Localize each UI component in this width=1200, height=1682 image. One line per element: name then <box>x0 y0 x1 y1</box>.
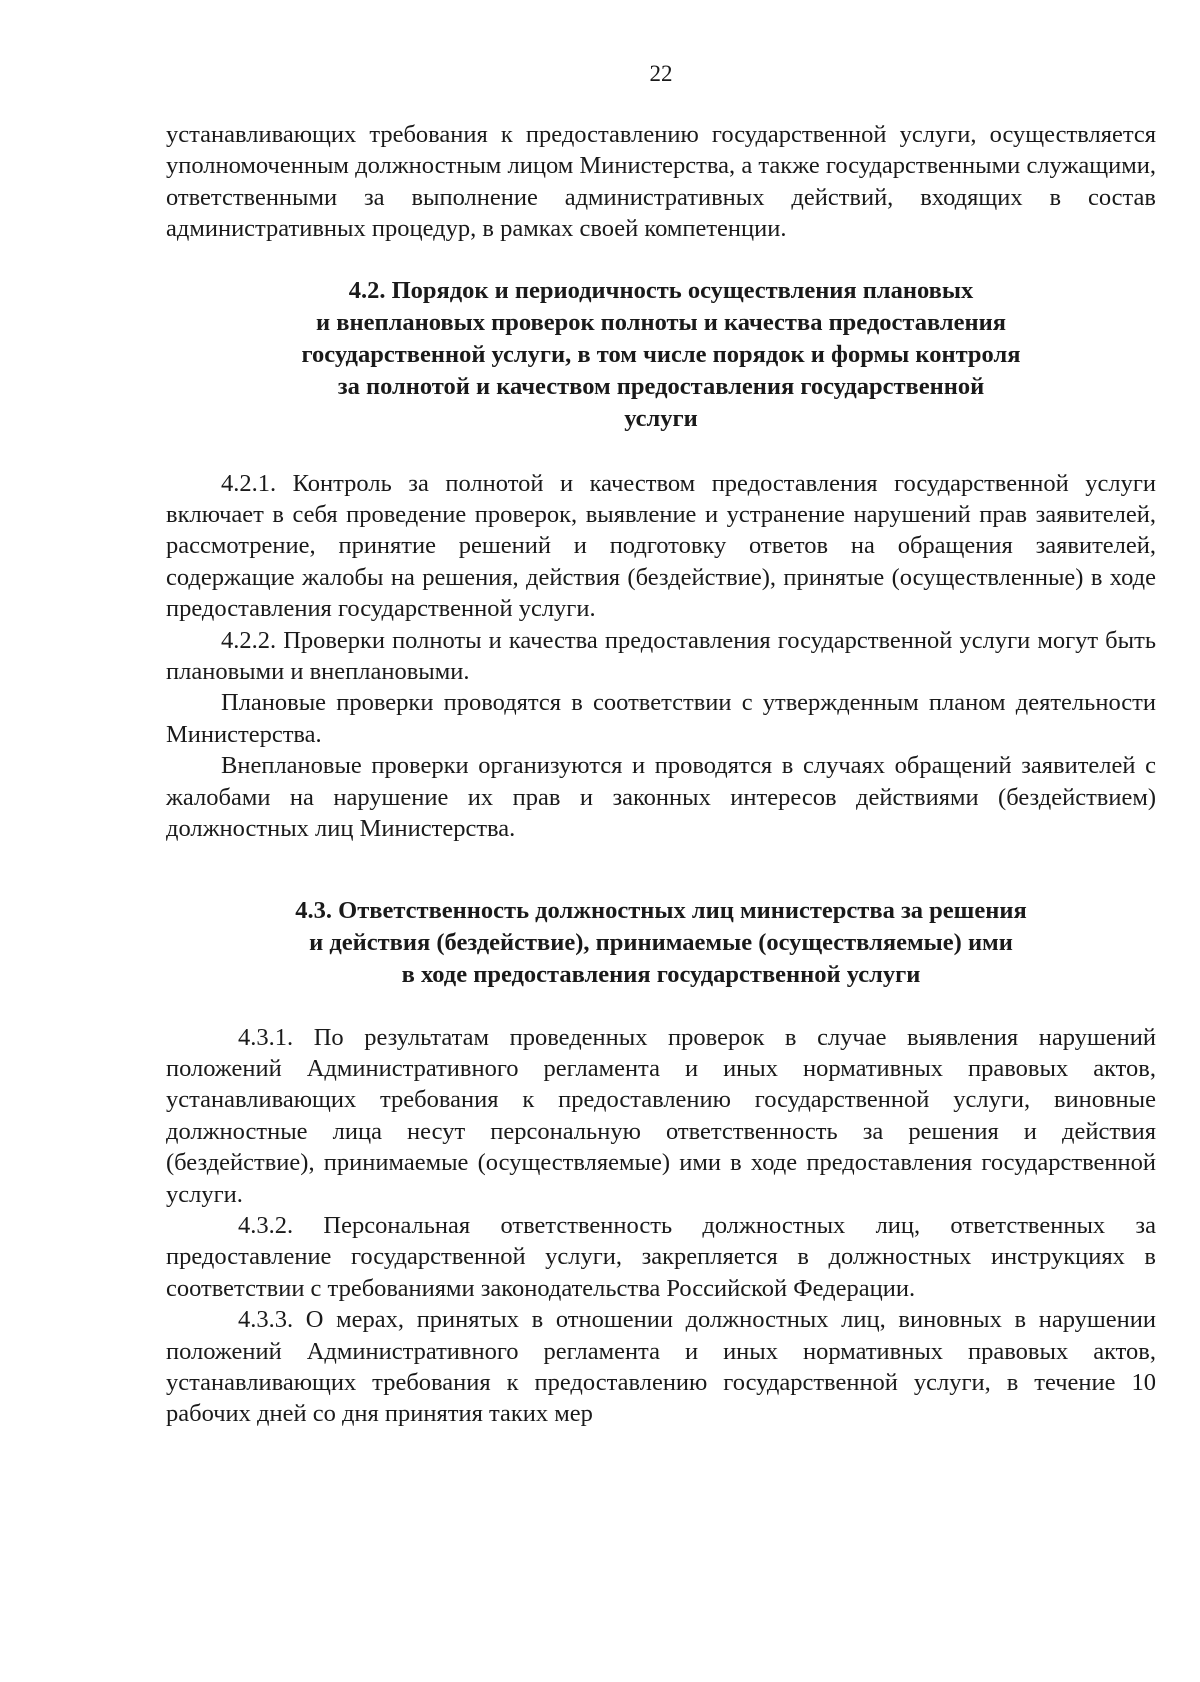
heading-line: и действия (бездействие), принимаемые (осуществляемые) ими <box>309 928 1013 956</box>
heading-line: за полнотой и качеством предоставления государственной <box>337 372 985 400</box>
page-number: 22 <box>649 61 673 86</box>
spacer <box>166 991 1156 1022</box>
paragraph-4-2-2: 4.2.2. Проверки полноты и качества предоставления государственной услуги могут быть плановыми и внеплановыми. <box>166 626 1156 686</box>
paragraph-4-3-1: 4.3.1. По результатам проведенных проверок в случае выявления нарушений положений Административного регламента и иных нормативных правовых актов, устанавливающих требования к предоставлению государственной услуги, виновные должностные лица несут персональную ответственность за решения и действия (бездействие), принимаемые (осуществляемые) ими в ходе предоставления государственной услуги. <box>166 1023 1156 1208</box>
spacer <box>166 845 1156 895</box>
paragraph-unplanned-checks: Внеплановые проверки организуются и проводятся в случаях обращений заявителей с жалобами на нарушение их прав и законных интересов действиями (бездействием) должностных лиц Министерства. <box>166 752 1156 843</box>
heading-line: 4.2. Порядок и периодичность осуществления плановых <box>348 276 974 304</box>
intro-paragraph: устанавливающих требования к предоставлению государственной услуги, осуществляется уполномоченным должностным лицом Министерства, а также государственными служащими, ответственными за выполнение административных действий, входящих в состав административных процедур, в рамках своей компетенции. <box>166 121 1156 243</box>
paragraph-planned-checks: Плановые проверки проводятся в соответствии с утвержденным планом деятельности Министерства. <box>166 689 1156 748</box>
heading-line: 4.3. Ответственность должностных лиц министерства за решения <box>295 896 1027 924</box>
section-heading-4-3 <box>166 895 1156 991</box>
paragraph-4-3-2: 4.3.2. Персональная ответственность должностных лиц, ответственных за предоставление государственной услуги, закрепляется в должностных инструкциях в соответствии с требованиями законодательства Российской Федерации. <box>166 1211 1156 1302</box>
spacer <box>166 245 1156 275</box>
section-heading-4-2 <box>166 275 1156 435</box>
heading-line: и внеплановых проверок полноты и качества предоставления <box>316 308 1006 336</box>
heading-line: государственной услуги, в том числе порядок и формы контроля <box>301 340 1021 368</box>
document-page <box>166 0 1156 1682</box>
spacer <box>166 435 1156 468</box>
paragraph-4-2-1: 4.2.1. Контроль за полнотой и качеством предоставления государственной услуги включает в себя проведение проверок, выявление и устранение нарушений прав заявителей, рассмотрение, принятие решений и подготовку ответов на обращения заявителей, содержащие жалобы на решения, действия (бездействие), принятые (осуществленные) в ходе предоставления государственной услуги. <box>166 469 1156 623</box>
heading-line: услуги <box>624 404 698 432</box>
heading-line: в ходе предоставления государственной услуги <box>401 960 921 988</box>
paragraph-4-3-3: 4.3.3. О мерах, принятых в отношении должностных лиц, виновных в нарушении положений Административного регламента и иных нормативных правовых актов, устанавливающих требования к предоставлению государственной услуги, в течение 10 рабочих дней со дня принятия таких мер <box>166 1306 1156 1428</box>
document-body <box>166 119 1156 1430</box>
